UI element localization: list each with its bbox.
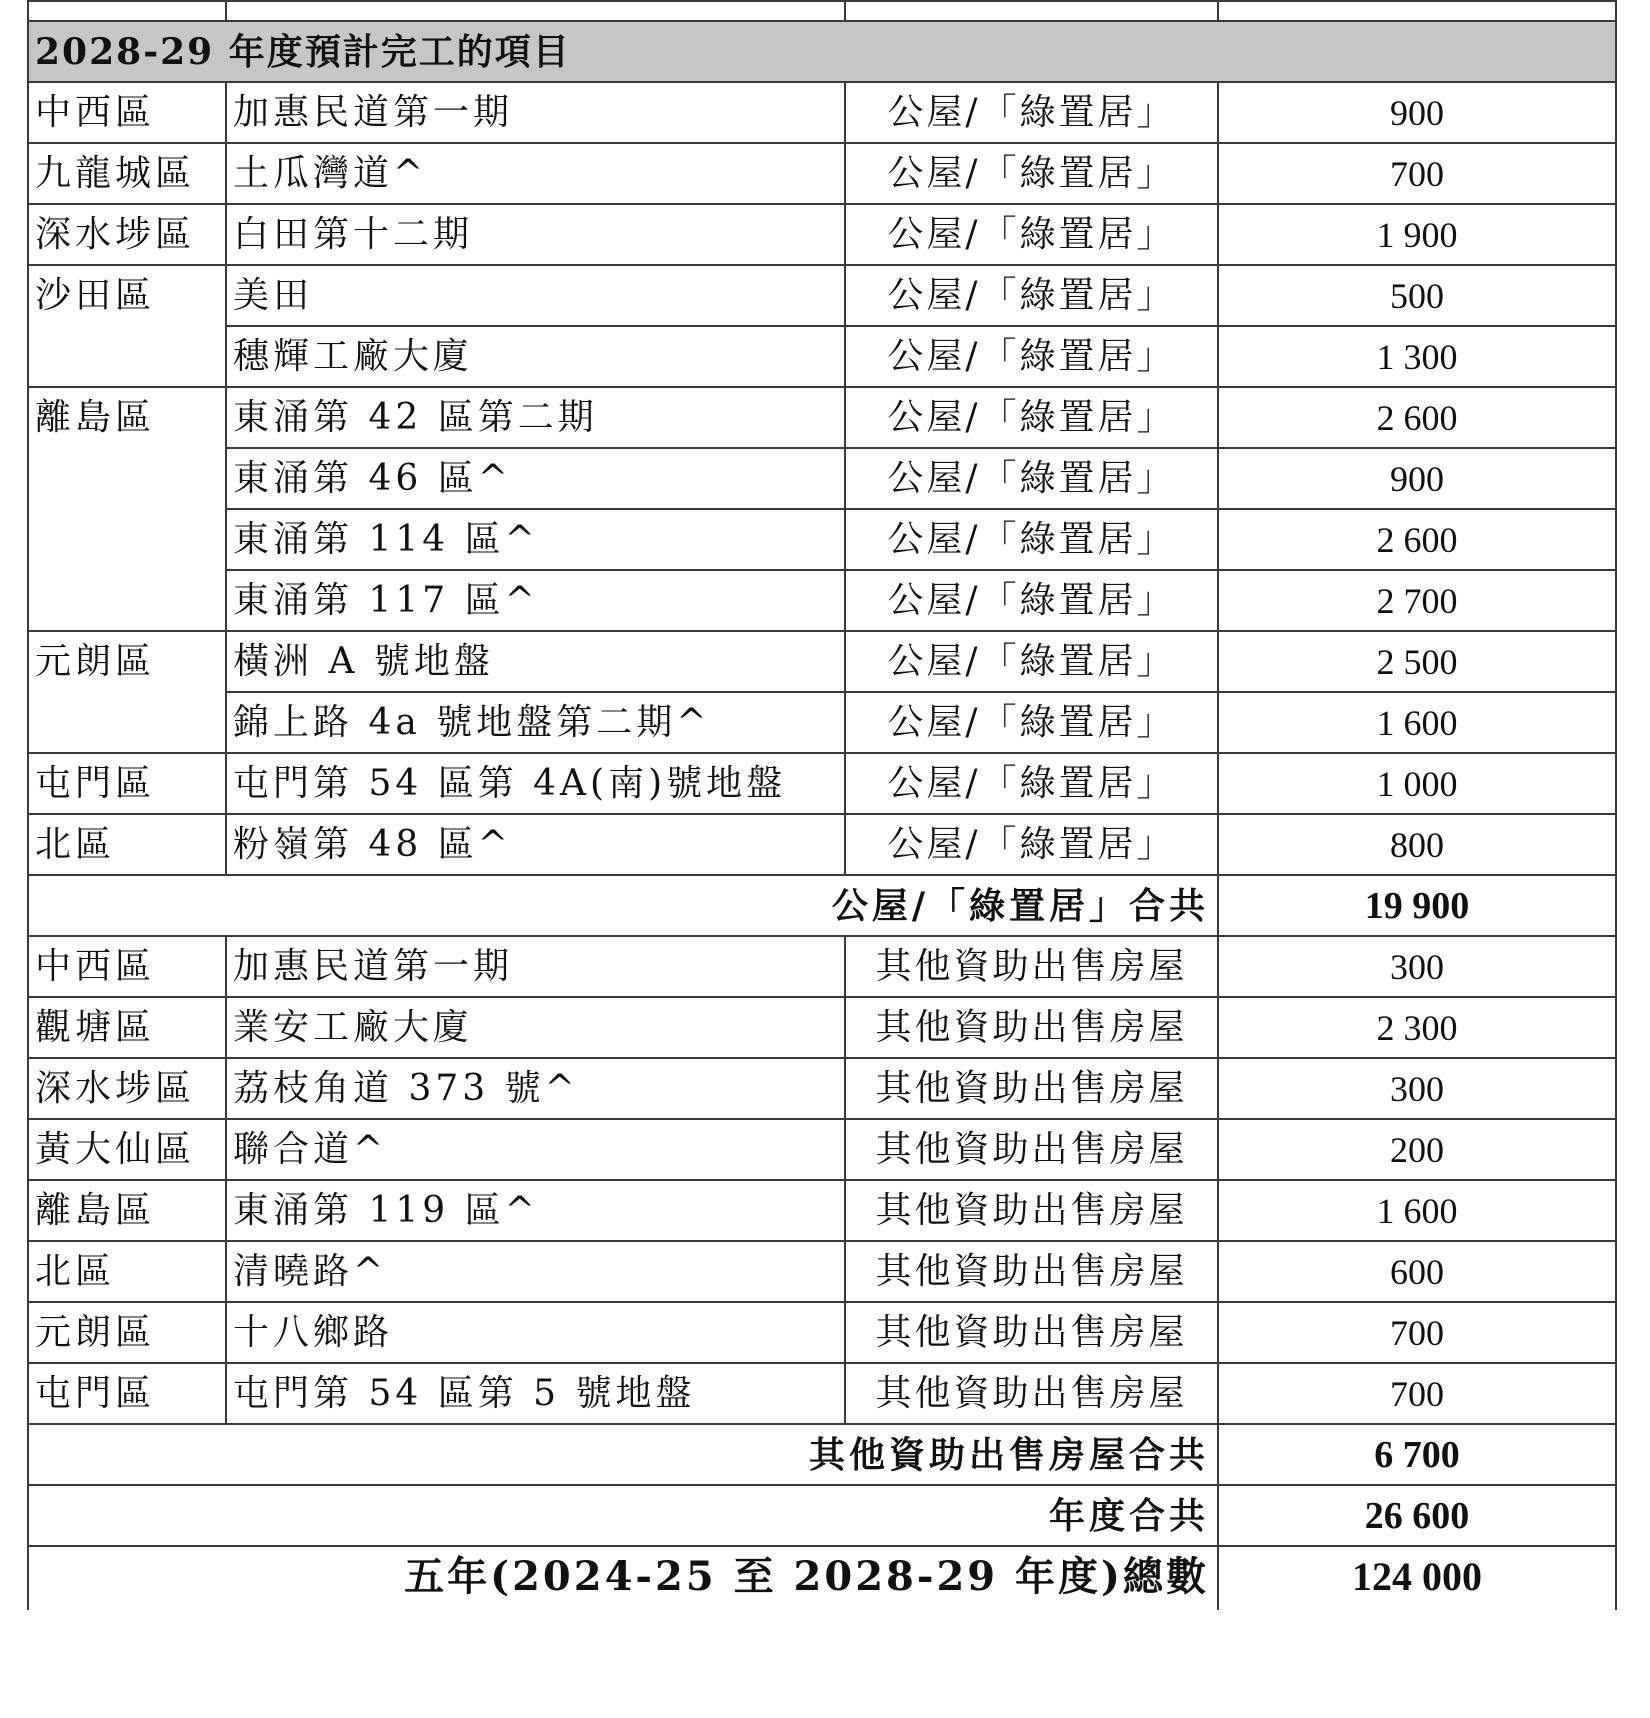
units-cell: 2 700 [1218,570,1616,631]
table-row [28,1180,1616,1241]
table-row [28,448,1616,509]
housing-type-cell: 公屋/「綠置居」 [845,82,1218,143]
district-cell: 離島區 [28,387,226,631]
table-row [28,1058,1616,1119]
district-cell: 深水埗區 [28,1058,226,1119]
year-total-row [28,1485,1616,1546]
year-total-label: 年度合共 [28,1485,1218,1546]
table-row [28,265,1616,326]
units-cell: 1 600 [1218,692,1616,753]
district-cell: 中西區 [28,936,226,997]
project-cell: 美田 [226,265,845,326]
project-cell: 土瓜灣道^ [226,143,845,204]
units-cell: 2 500 [1218,631,1616,692]
subtotal-value: 19 900 [1218,875,1616,936]
housing-type-cell: 公屋/「綠置居」 [845,143,1218,204]
housing-type-cell: 其他資助出售房屋 [845,1119,1218,1180]
table-row [28,204,1616,265]
district-cell: 沙田區 [28,265,226,387]
housing-type-cell: 公屋/「綠置居」 [845,204,1218,265]
table-row [28,570,1616,631]
project-cell: 錦上路 4a 號地盤第二期^ [226,692,845,753]
grand-total-label: 五年(2024-25 至 2028-29 年度)總數 [28,1546,1218,1610]
district-cell: 九龍城區 [28,143,226,204]
units-cell: 1 300 [1218,326,1616,387]
units-cell: 200 [1218,1119,1616,1180]
project-cell: 清曉路^ [226,1241,845,1302]
cut-off-cell [845,1,1218,21]
table-row [28,631,1616,692]
units-cell: 300 [1218,1058,1616,1119]
project-cell: 橫洲 A 號地盤 [226,631,845,692]
project-cell: 荔枝角道 373 號^ [226,1058,845,1119]
subtotal-row [28,1424,1616,1485]
housing-completion-table [27,0,1617,1610]
housing-type-cell: 公屋/「綠置居」 [845,570,1218,631]
table-row [28,1302,1616,1363]
housing-type-cell: 其他資助出售房屋 [845,1180,1218,1241]
district-cell: 中西區 [28,82,226,143]
district-cell: 深水埗區 [28,204,226,265]
project-cell: 白田第十二期 [226,204,845,265]
units-cell: 2 600 [1218,509,1616,570]
housing-type-cell: 公屋/「綠置居」 [845,326,1218,387]
table-row [28,753,1616,814]
table-row [28,82,1616,143]
table-row [28,692,1616,753]
project-cell: 粉嶺第 48 區^ [226,814,845,875]
housing-type-cell: 公屋/「綠置居」 [845,631,1218,692]
units-cell: 800 [1218,814,1616,875]
table-row [28,1119,1616,1180]
units-cell: 900 [1218,82,1616,143]
cut-off-cell [1218,1,1616,21]
units-cell: 1 000 [1218,753,1616,814]
district-cell: 元朗區 [28,631,226,753]
section-header-row [28,21,1616,82]
housing-type-cell: 其他資助出售房屋 [845,1058,1218,1119]
district-cell: 元朗區 [28,1302,226,1363]
project-cell: 聯合道^ [226,1119,845,1180]
housing-type-cell: 公屋/「綠置居」 [845,387,1218,448]
table-row [28,326,1616,387]
project-cell: 十八鄉路 [226,1302,845,1363]
district-cell: 離島區 [28,1180,226,1241]
units-cell: 600 [1218,1241,1616,1302]
table-row [28,143,1616,204]
project-cell: 加惠民道第一期 [226,936,845,997]
housing-type-cell: 公屋/「綠置居」 [845,448,1218,509]
housing-type-cell: 公屋/「綠置居」 [845,509,1218,570]
units-cell: 300 [1218,936,1616,997]
subtotal-row [28,875,1616,936]
project-cell: 東涌第 42 區第二期 [226,387,845,448]
district-cell: 屯門區 [28,1363,226,1424]
project-cell: 屯門第 54 區第 5 號地盤 [226,1363,845,1424]
units-cell: 700 [1218,143,1616,204]
table-row [28,936,1616,997]
units-cell: 900 [1218,448,1616,509]
housing-type-cell: 其他資助出售房屋 [845,1363,1218,1424]
subtotal-label: 公屋/「綠置居」合共 [28,875,1218,936]
district-cell: 北區 [28,1241,226,1302]
units-cell: 1 900 [1218,204,1616,265]
table-row [28,387,1616,448]
project-cell: 屯門第 54 區第 4A(南)號地盤 [226,753,845,814]
table-row [28,814,1616,875]
housing-type-cell: 公屋/「綠置居」 [845,814,1218,875]
grand-total-value: 124 000 [1218,1546,1616,1610]
units-cell: 1 600 [1218,1180,1616,1241]
grand-total-row [28,1546,1616,1610]
project-cell: 穗輝工廠大廈 [226,326,845,387]
units-cell: 500 [1218,265,1616,326]
district-cell: 屯門區 [28,753,226,814]
project-cell: 東涌第 114 區^ [226,509,845,570]
units-cell: 2 300 [1218,997,1616,1058]
project-cell: 加惠民道第一期 [226,82,845,143]
table-row [28,997,1616,1058]
district-cell: 觀塘區 [28,997,226,1058]
housing-type-cell: 其他資助出售房屋 [845,1241,1218,1302]
project-cell: 東涌第 117 區^ [226,570,845,631]
subtotal-label: 其他資助出售房屋合共 [28,1424,1218,1485]
table-row [28,1363,1616,1424]
table-row [28,1241,1616,1302]
cut-off-cell [28,1,226,21]
district-cell: 北區 [28,814,226,875]
year-total-value: 26 600 [1218,1485,1616,1546]
units-cell: 700 [1218,1302,1616,1363]
housing-type-cell: 其他資助出售房屋 [845,997,1218,1058]
units-cell: 2 600 [1218,387,1616,448]
district-cell: 黃大仙區 [28,1119,226,1180]
cut-off-cell [226,1,845,21]
housing-type-cell: 公屋/「綠置居」 [845,692,1218,753]
project-cell: 東涌第 46 區^ [226,448,845,509]
project-cell: 業安工廠大廈 [226,997,845,1058]
subtotal-value: 6 700 [1218,1424,1616,1485]
units-cell: 700 [1218,1363,1616,1424]
housing-type-cell: 公屋/「綠置居」 [845,265,1218,326]
table-row [28,509,1616,570]
housing-type-cell: 公屋/「綠置居」 [845,753,1218,814]
table-row-cut-off [28,1,1616,21]
housing-type-cell: 其他資助出售房屋 [845,1302,1218,1363]
project-cell: 東涌第 119 區^ [226,1180,845,1241]
section-title: 2028-29 年度預計完工的項目 [28,21,1616,82]
housing-type-cell: 其他資助出售房屋 [845,936,1218,997]
